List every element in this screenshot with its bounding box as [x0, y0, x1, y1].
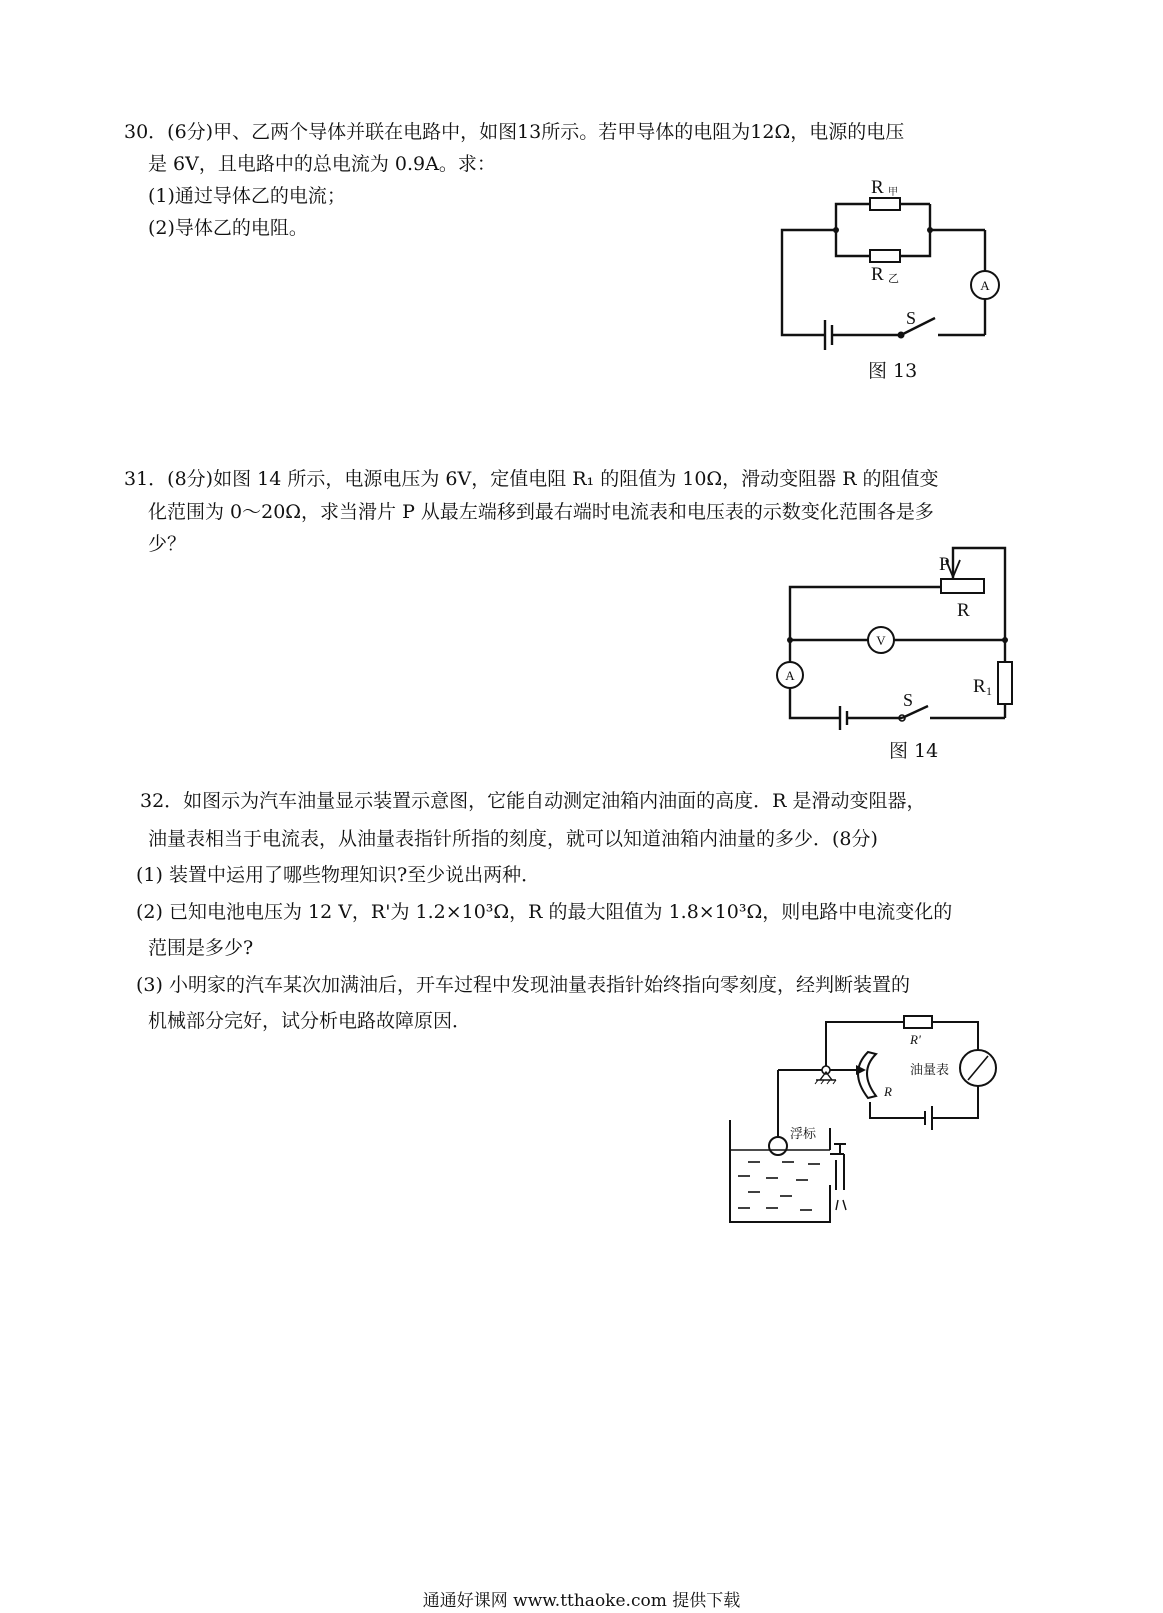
slider-p-label: P [939, 554, 950, 575]
rheostat-r-label: R [957, 600, 970, 621]
float-label: 浮标 [790, 1126, 817, 1141]
q30-line-2: 是 6V，且电路中的总电流为 0.9A。求： [148, 153, 496, 175]
r-yi-label: R [871, 264, 884, 285]
r-yi-sub: 乙 [888, 273, 899, 285]
ammeter-label: A [785, 668, 795, 683]
figure-14-caption: 图 14 [889, 740, 939, 762]
r-label: R [884, 1084, 892, 1099]
switch-label: S [906, 308, 917, 328]
q31-line-1: 31．(8分)如图 14 所示，电源电压为 6V，定值电阻 R₁ 的阻值为 10Ω，滑动变阻器 R 的阻值变 [124, 468, 939, 490]
r-jia-label: R [871, 177, 884, 198]
q31-line-3: 少？ [148, 533, 187, 555]
q32-line-1: 32．如图示为汽车油量显示装置示意图，它能自动测定油箱内油面的高度．R 是滑动变阻器， [140, 790, 926, 812]
q32-sub-2a: (2) 已知电池电压为 12 V，R'为 1.2×10³Ω，R 的最大阻值为 1.8×10³Ω，则电路中电流变化的 [136, 901, 953, 923]
ammeter-label: A [980, 278, 990, 293]
q32-sub-3a: (3) 小明家的汽车某次加满油后，开车过程中发现油量表指针始终指向零刻度，经判断装置的 [136, 974, 910, 996]
q30-sub-1: (1)通过导体乙的电流； [148, 185, 346, 207]
fuel-gauge-diagram [720, 1010, 1010, 1234]
r-jia-sub: 甲 [888, 187, 898, 198]
r1-label: R [973, 676, 986, 697]
r-prime-label: R' [910, 1032, 921, 1047]
q31-line-2: 化范围为 0～20Ω，求当滑片 P 从最左端移到最右端时电流表和电压表的示数变化范围各是多 [148, 501, 934, 523]
footer: 通通好课网 www.tthaoke.com 提供下载 [422, 1591, 741, 1611]
q32-sub-3b: 机械部分完好，试分析电路故障原因． [148, 1010, 472, 1032]
figure-14-circuit [770, 540, 1020, 744]
figure-13-circuit [770, 170, 1010, 364]
switch-label: S [903, 690, 914, 710]
voltmeter-label: V [876, 633, 886, 648]
q32-sub-2b: 范围是多少? [148, 937, 254, 959]
q32-line-2: 油量表相当于电流表，从油量表指针所指的刻度，就可以知道油箱内油量的多少．(8分) [148, 828, 878, 850]
r1-sub: 1 [986, 684, 992, 698]
q30-sub-2: (2)导体乙的电阻。 [148, 217, 308, 239]
q32-sub-1: (1) 装置中运用了哪些物理知识?至少说出两种． [136, 864, 541, 886]
q30-line-1: 30．(6分)甲、乙两个导体并联在电路中，如图13所示。若甲导体的电阻为12Ω，电源的电压 [124, 121, 905, 143]
gauge-label: 油量表 [910, 1062, 950, 1077]
figure-13-caption: 图 13 [868, 360, 918, 382]
